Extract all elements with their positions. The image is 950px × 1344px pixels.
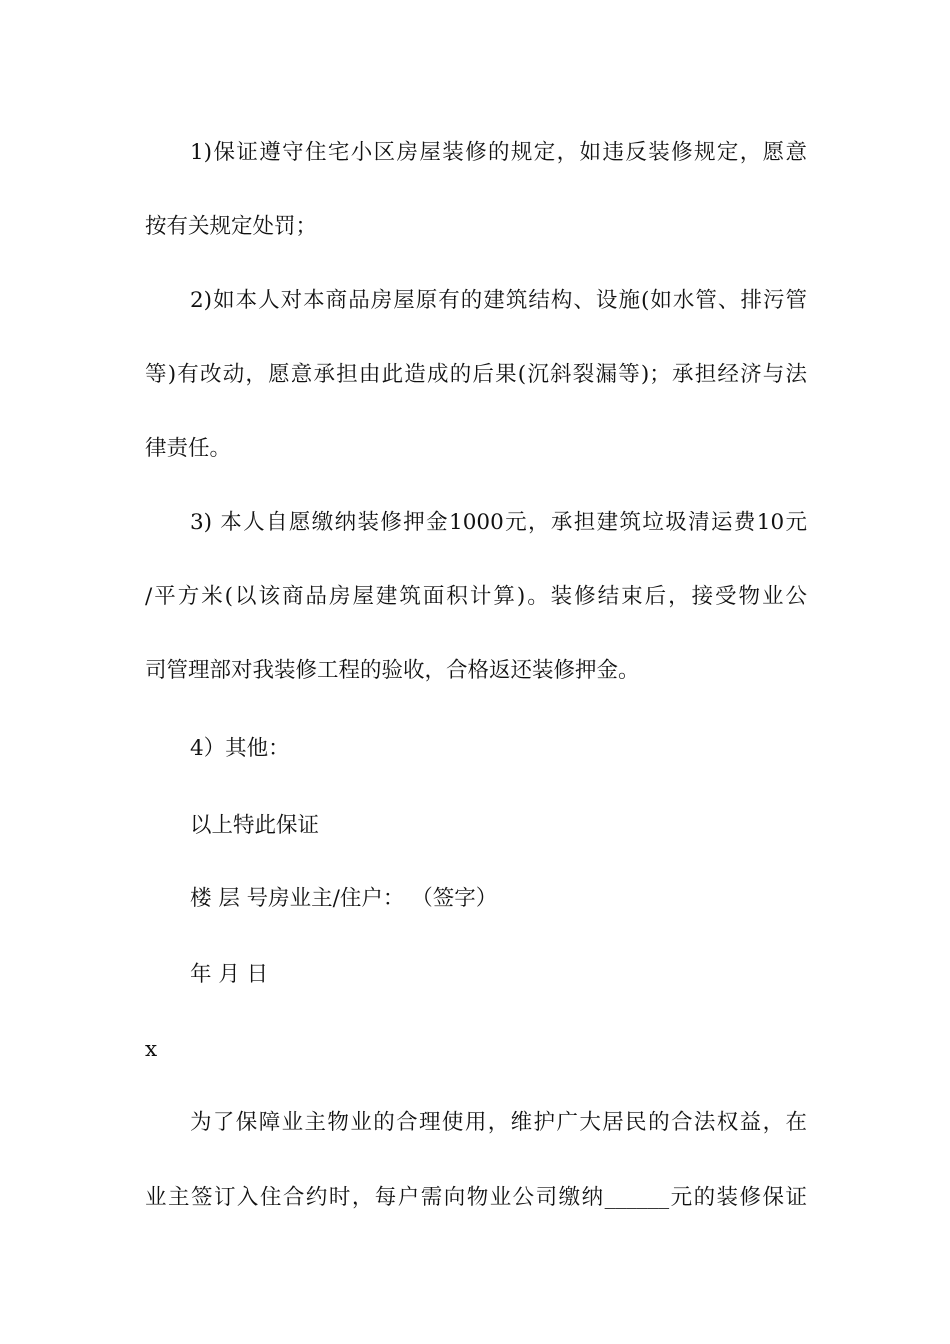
clause-3-line-3: 司管理部对我装修工程的验收，合格返还装修押金。 [145,658,640,683]
clause-3-line-1: 3) 本人自愿缴纳装修押金1000元，承担建筑垃圾清运费10元 [190,510,807,535]
clause-1-line-1: 1)保证遵守住宅小区房屋装修的规定，如违反装修规定，愿意 [190,140,807,165]
clause-2-line-2: 等)有改动，愿意承担由此造成的后果(沉斜裂漏等)；承担经济与法 [145,362,807,387]
deposit-paragraph-line-1: 为了保障业主物业的合理使用，维护广大居民的合法权益，在 [190,1110,807,1135]
date-line: 年 月 日 [190,962,269,987]
clause-3-line-2: /平方米(以该商品房屋建筑面积计算)。装修结束后，接受物业公 [145,584,807,609]
clause-1-line-2: 按有关规定处罚； [145,214,318,239]
guarantee-statement: 以上特此保证 [190,813,320,838]
clause-2-line-3: 律责任。 [145,436,232,461]
owner-signature-line: 楼 层 号房业主/住户： （签字） [190,886,498,911]
section-separator-x: x [145,1037,158,1062]
clause-2-line-1: 2)如本人对本商品房屋原有的建筑结构、设施(如水管、排污管 [190,288,807,313]
deposit-paragraph-line-2: 业主签订入住合约时，每户需向物业公司缴纳______元的装修保证 [145,1185,807,1210]
clause-4: 4）其他： [190,736,290,761]
